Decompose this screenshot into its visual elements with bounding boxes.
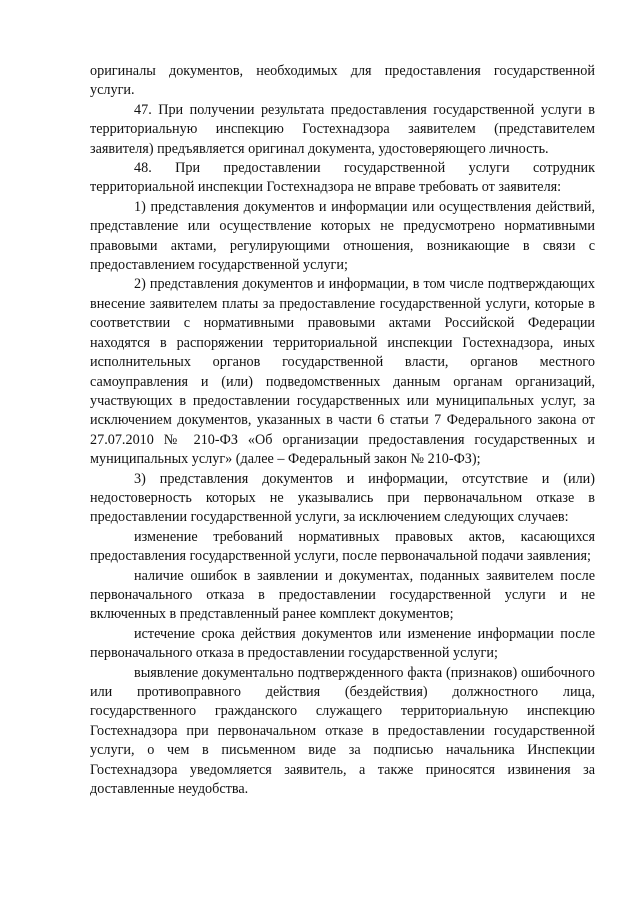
paragraph-47: 47. При получении результата предоставления государственной услуги в территориальную инспекцию Гостехнадзора заявителем (представителем заявителя) предъявляется оригинал документа, удостоверяющего личность. [90, 101, 595, 157]
case-item-3: истечение срока действия документов или изменение информации после первоначального отказа в предоставлении государственной услуги; [90, 625, 595, 662]
case-item-4: выявление документально подтвержденного факта (признаков) ошибочного или противоправного действия (бездействия) должностного лица, государственного гражданского служащего территориальную инспекцию Гостехнадзора при первоначальном отказе в предоставлении государственной услуги, о чем в письменном виде за подписью начальника Инспекции Гостехнадзора уведомляется заявитель, а также приносятся извинения за доставленные неудобства. [90, 664, 595, 798]
case-item-2: наличие ошибок в заявлении и документах, поданных заявителем после первоначального отказа в предоставлении государственной услуги и не включенных в представленный ранее комплект документов; [90, 567, 595, 623]
list-item-2: 2) представления документов и информации, в том числе подтверждающих внесение заявителем платы за предоставление государственной услуги, которые в соответствии с нормативными правовыми актами Российской Федерации находятся в распоряжении территориальной инспекции Гостехнадзора, иных исполнительных органов государственной власти, органов местного самоуправления и (или) подведомственных данным органам организаций, участвующих в предоставлении государственных или муниципальных услуг, за исключением документов, указанных в части 6 статьи 7 Федерального закона от 27.07.2010 № 210-ФЗ «Об организации предоставления государственных и муниципальных услуг» (далее – Федеральный закон № 210-ФЗ); [90, 276, 595, 468]
list-item-1: 1) представления документов и информации или осуществления действий, представление или осуществление которых не предусмотрено нормативными правовыми актами, регулирующими отношения, возникающие в связи с предоставлением государственной услуги; [90, 198, 595, 274]
paragraph-48: 48. При предоставлении государственной услуги сотрудник территориальной инспекции Гостехнадзора не вправе требовать от заявителя: [90, 160, 595, 196]
paragraph-continuation: оригиналы документов, необходимых для предоставления государственной услуги. [90, 63, 595, 99]
document-page [90, 62, 595, 799]
list-item-3: 3) представления документов и информации, отсутствие и (или) недостоверность которых не указывались при первоначальном отказе в предоставлении государственной услуги, за исключением следующих случаев: [90, 470, 595, 526]
case-item-1: изменение требований нормативных правовых актов, касающихся предоставления государственной услуги, после первоначальной подачи заявления; [90, 528, 595, 565]
